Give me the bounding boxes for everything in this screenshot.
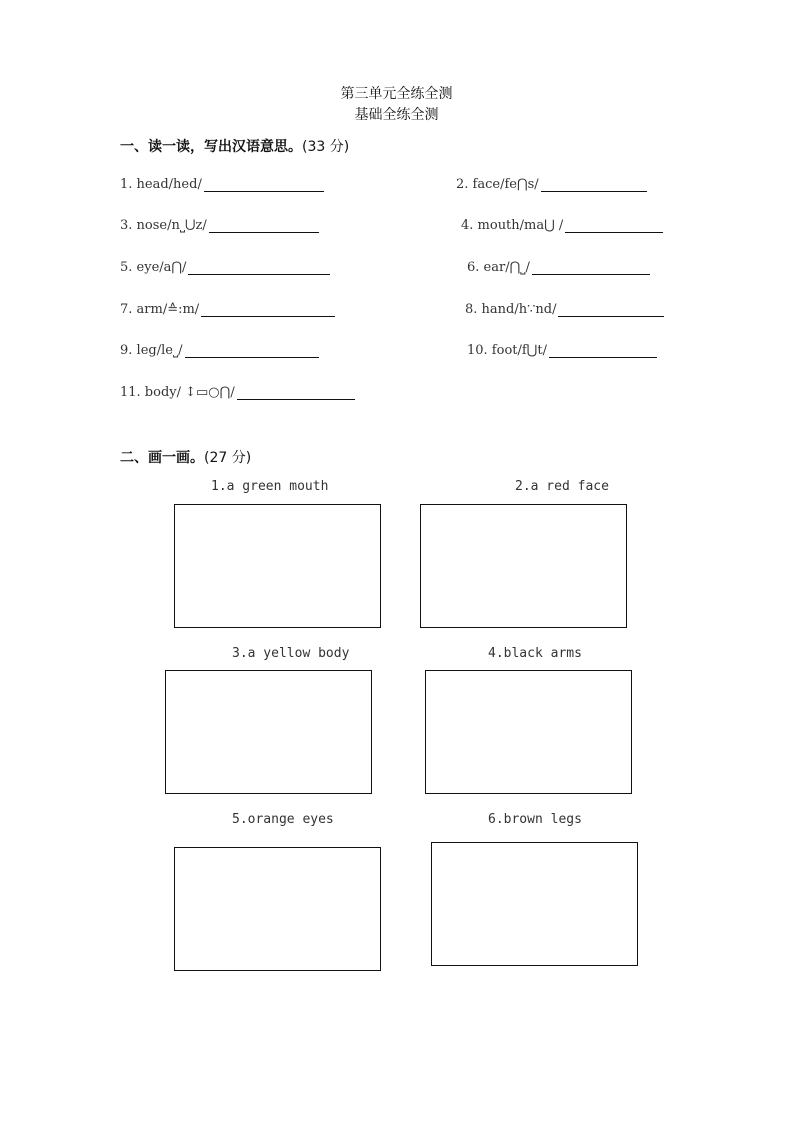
vocab-word: 6. ear/⋂⎵/ xyxy=(467,260,530,275)
vocab-item-1 xyxy=(120,177,324,192)
drawing-box-5[interactable] xyxy=(174,847,381,971)
section-1-heading xyxy=(120,136,349,156)
answer-blank[interactable] xyxy=(541,177,647,192)
vocab-word: 8. hand/h∵nd/ xyxy=(465,302,557,317)
drawing-box-3[interactable] xyxy=(165,670,372,794)
vocab-item-7 xyxy=(120,302,335,317)
vocab-item-9 xyxy=(120,343,319,358)
answer-blank[interactable] xyxy=(204,177,324,192)
vocab-item-6 xyxy=(467,260,650,275)
drawing-label-3: 3.a yellow body xyxy=(232,646,350,661)
vocab-item-11 xyxy=(120,385,355,400)
vocab-word: 3. nose/n⎵⋃z/ xyxy=(120,218,207,233)
vocab-word: 10. foot/f⋃t/ xyxy=(467,343,547,358)
vocab-item-4 xyxy=(461,218,663,233)
answer-blank[interactable] xyxy=(185,343,319,358)
vocab-word: 5. eye/a⋂/ xyxy=(120,260,187,275)
section-2-title: 二、画一画。 xyxy=(120,450,204,466)
vocab-word: 7. arm/≙:m/ xyxy=(120,302,200,317)
section-1-points: (33 分) xyxy=(302,139,350,155)
vocab-word: 1. head/hed/ xyxy=(120,177,202,192)
answer-blank[interactable] xyxy=(558,302,664,317)
vocab-item-2 xyxy=(456,177,647,192)
vocab-item-3 xyxy=(120,218,319,233)
vocab-item-10 xyxy=(467,343,657,358)
vocab-item-8 xyxy=(465,302,664,317)
answer-blank[interactable] xyxy=(532,260,650,275)
drawing-label-5: 5.orange eyes xyxy=(232,812,334,827)
vocab-word: 4. mouth/ma⋃ / xyxy=(461,218,564,233)
vocab-word: 9. leg/le⎵/ xyxy=(120,343,183,358)
section-1-title: 一、读一读，写出汉语意思。 xyxy=(120,139,302,155)
vocab-item-5 xyxy=(120,260,330,275)
drawing-label-1: 1.a green mouth xyxy=(211,479,329,494)
answer-blank[interactable] xyxy=(237,385,355,400)
drawing-box-2[interactable] xyxy=(420,504,627,628)
answer-blank[interactable] xyxy=(188,260,330,275)
answer-blank[interactable] xyxy=(209,218,319,233)
answer-blank[interactable] xyxy=(565,218,663,233)
answer-blank[interactable] xyxy=(201,302,335,317)
vocab-word: 2. face/fe⋂s/ xyxy=(456,177,539,192)
worksheet-subtitle: 基础全练全测 xyxy=(354,107,439,123)
drawing-label-4: 4.black arms xyxy=(488,646,582,661)
drawing-box-4[interactable] xyxy=(425,670,632,794)
drawing-label-6: 6.brown legs xyxy=(488,812,582,827)
section-2-heading xyxy=(120,447,251,467)
section-2-points: (27 分) xyxy=(204,450,252,466)
answer-blank[interactable] xyxy=(549,343,657,358)
drawing-label-2: 2.a red face xyxy=(515,479,609,494)
worksheet-title: 第三单元全练全测 xyxy=(340,86,453,102)
drawing-box-1[interactable] xyxy=(174,504,381,628)
vocab-word: 11. body/ ↕▭○⋂/ xyxy=(120,385,235,400)
drawing-box-6[interactable] xyxy=(431,842,638,966)
